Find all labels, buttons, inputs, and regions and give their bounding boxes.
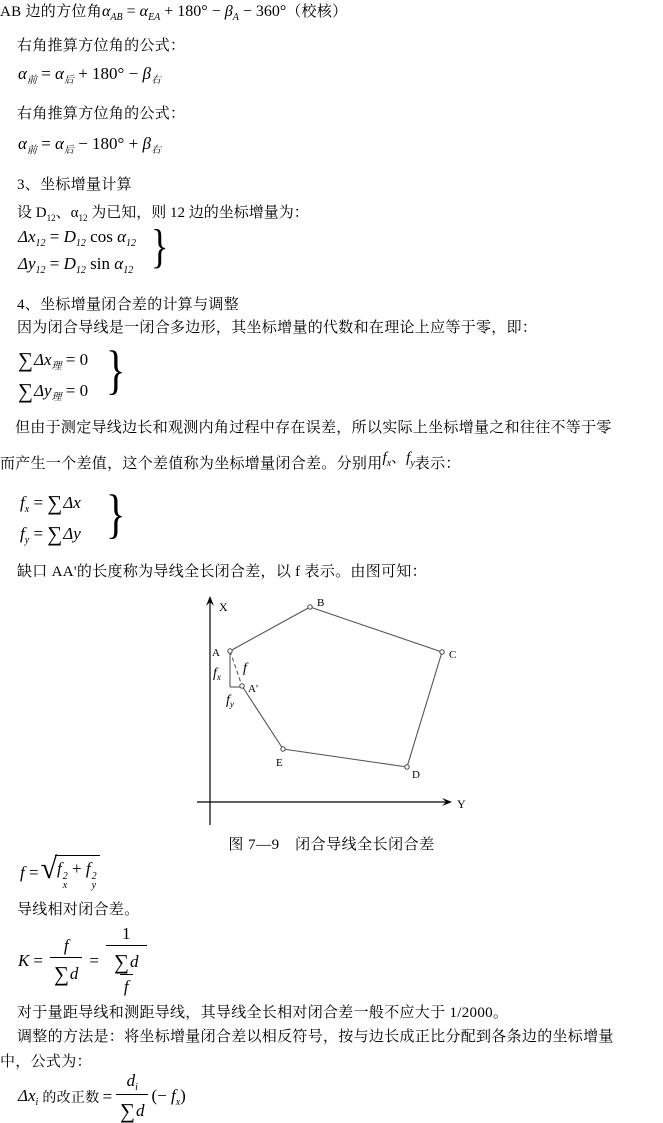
- heading-right-angle-rule-1: 右角推算方位角的公式：: [17, 38, 186, 54]
- section3-title: 3、坐标增量计算: [17, 177, 132, 193]
- vertex-label-d: D: [412, 769, 420, 781]
- formula-dx12: $\Delta x_{12} = D_{12}$ $\cos \alpha_{12}$: [18, 227, 137, 249]
- label-f: f: [243, 661, 247, 676]
- figure-7-9-traverse-diagram: [140, 592, 470, 832]
- formula-block-coordinate-increments: [18, 220, 169, 276]
- label-fx: $f_x$: [213, 666, 221, 682]
- para-adjust-line1: 调整的方法是：将坐标增量闭合差以相反符号，按与边长成正比分配到各条边的坐标增量: [17, 1029, 614, 1045]
- x-axis-label: X: [219, 600, 228, 614]
- heading-right-angle-rule-2: 右角推算方位角的公式：: [17, 106, 186, 122]
- para-2000-limit: 对于量距导线和测距导线，其导线全长相对闭合差一般不应大于 1/2000。: [17, 1005, 509, 1021]
- sqrt-lhs: f =: [20, 862, 39, 882]
- formula-sum-y: $\sum\Delta y_理 = 0$: [18, 379, 89, 403]
- formula-azimuth-ab: $\alpha_{AB} = \alpha_{EA} + 180^\circ - \beta_A - 360^\circ$: [102, 3, 287, 23]
- vertex-label-a-prime: A': [248, 683, 258, 695]
- formula-fy: $f_y = \sum\Delta y$: [20, 522, 81, 546]
- brace-icon: }: [151, 220, 169, 273]
- corr-fraction: [116, 1071, 148, 1122]
- formula-block-theoretical-sums: [18, 340, 126, 403]
- k-lhs: K: [18, 950, 30, 970]
- k-frac2-num: 1: [122, 924, 131, 943]
- dashed-f-line: [230, 651, 242, 686]
- formula-block-closure-components: [20, 484, 126, 546]
- vertex-markers: [228, 605, 444, 769]
- para-error-line2-text-a: 而产生一个差值，这个差值称为坐标增量闭合差。分别用: [0, 456, 383, 472]
- formula-fx: $f_x = \sum\Delta x$: [20, 491, 81, 515]
- k-frac1-num: f: [63, 936, 69, 955]
- para-error-line2-text-b: 表示：: [414, 456, 461, 472]
- formula-dy12: $\Delta y_{12} = D_{12}$ $\sin \alpha_{12}$: [18, 254, 134, 276]
- para-azimuth-check: [0, 3, 347, 23]
- line1-suffix: （校核）: [286, 4, 348, 20]
- formula-azimuth-minus: $\alpha_前 = \alpha_后 - 180^\circ + \beta_右$: [18, 134, 161, 156]
- vertex-label-b: B: [317, 597, 325, 609]
- section4-intro: 因为闭合导线是一闭合多边形，其坐标增量的代数和在理论上应等于零，即：: [17, 320, 538, 336]
- corr-num: $d_i$: [126, 1071, 138, 1093]
- k-fraction-2: [106, 924, 146, 997]
- figure-caption: 图 7—9 闭合导线全长闭合差: [228, 837, 435, 853]
- y-axis-label: Y: [457, 797, 466, 811]
- corr-equals: =: [101, 1086, 113, 1106]
- formula-fx-fy-inline: $f_x$、$f_y$: [382, 450, 415, 469]
- para-relative-closure: 导线相对闭合差。: [17, 902, 140, 918]
- vertex-label-e: E: [276, 757, 283, 769]
- k-inner-den: f: [120, 974, 133, 997]
- section3-intro: 设 $D_{12}$、$\alpha_{12}$ 为已知，则 12 边的坐标增量为：: [17, 205, 309, 223]
- label-fy: $f_y$: [226, 693, 234, 709]
- corr-label: 的改正数: [42, 1091, 100, 1107]
- y-axis: [197, 798, 452, 806]
- section4-title: 4、坐标增量闭合差的计算与调整: [17, 297, 240, 313]
- radical-icon: √: [40, 852, 58, 885]
- traverse-polygon: [230, 607, 442, 767]
- para-error-line2: [0, 452, 461, 475]
- corr-lhs: $\Delta x_i$: [18, 1085, 39, 1108]
- para-gap-aa: 缺口 AA'的长度称为导线全长闭合差，以 f 表示。由图可知：: [17, 564, 427, 580]
- formula-total-closure: [20, 852, 100, 891]
- sqrt-radicand: f 2 x + f 2 y: [55, 855, 100, 890]
- formula-correction: [18, 1071, 186, 1122]
- k-equals-2: =: [89, 950, 100, 970]
- para-error-line1: 但由于测定导线边长和观测内角过程中存在误差，所以实际上坐标增量之和往往不等于零: [15, 420, 612, 436]
- k-inner-fraction: [110, 948, 142, 997]
- k-frac1-den: ∑d: [50, 957, 82, 985]
- k-fraction-1: [50, 936, 82, 985]
- formula-k: [18, 924, 150, 997]
- corr-den: ∑d: [116, 1094, 148, 1122]
- brace-icon: }: [106, 340, 126, 400]
- formula-azimuth-plus: $\alpha_前 = \alpha_后 + 180^\circ - \beta_右$: [18, 64, 161, 86]
- brace-icon: }: [106, 484, 126, 544]
- vertex-label-a: A: [212, 647, 220, 659]
- k-frac2-den: [106, 945, 146, 997]
- closure-legs: [230, 651, 243, 687]
- line1-prefix: AB 边的方位角: [0, 4, 102, 20]
- k-equals-1: =: [33, 950, 43, 970]
- x-axis: [206, 596, 214, 825]
- para-adjust-line2: 中，公式为：: [0, 1054, 92, 1070]
- vertex-label-c: C: [449, 649, 457, 661]
- k-inner-num: ∑d: [114, 950, 139, 974]
- formula-sum-x: $\sum\Delta x_理 = 0$: [18, 348, 89, 372]
- corr-tail: (− $f_x$): [151, 1085, 186, 1108]
